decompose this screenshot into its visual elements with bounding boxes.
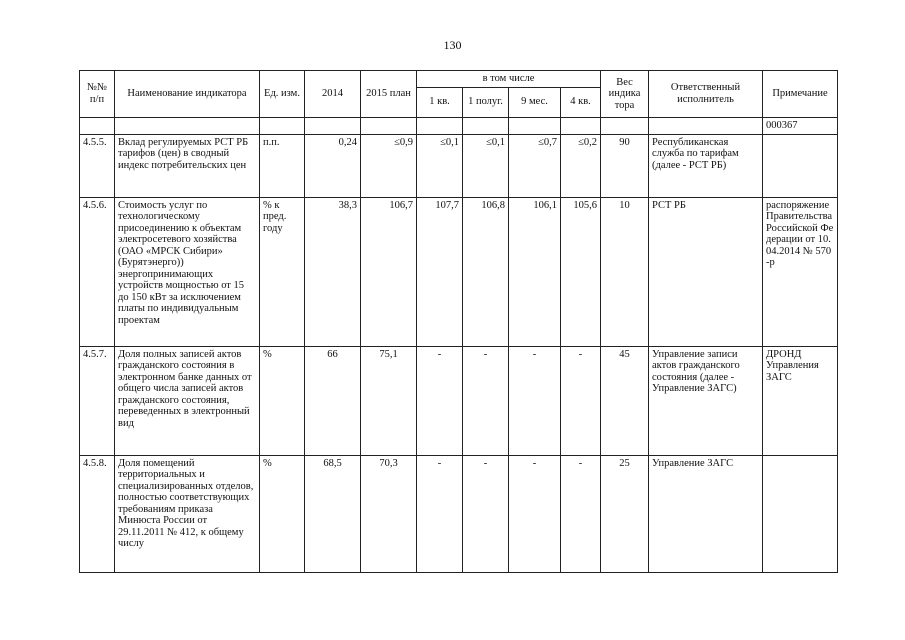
row-q4: - (561, 346, 601, 455)
header-row-top (80, 71, 838, 88)
row-responsible: Управление ЗАГС (649, 455, 763, 572)
row-2014: 66 (305, 346, 361, 455)
row-2015: ≤0,9 (361, 134, 417, 197)
row-h1: ≤0,1 (463, 134, 509, 197)
row-unit: % (260, 346, 305, 455)
row-weight: 45 (601, 346, 649, 455)
code-note: 000367 (763, 117, 838, 134)
row-h1: - (463, 455, 509, 572)
row-2015: 106,7 (361, 197, 417, 346)
row-num: 4.5.5. (80, 134, 115, 197)
header-unit: Ед. изм. (260, 71, 305, 118)
header-note: Примечание (763, 71, 838, 118)
header-weight: Вес индика тора (601, 71, 649, 118)
row-unit: % (260, 455, 305, 572)
table-cell (561, 117, 601, 134)
row-q1: ≤0,1 (417, 134, 463, 197)
table-cell (509, 117, 561, 134)
header-9m: 9 мес. (509, 87, 561, 117)
table-cell (305, 117, 361, 134)
row-name: Доля помещений территориальных и специализированных отделов, полностью соответствующих требованиям приказа Минюста России от 29.11.2011 № 412, к общему числу (115, 455, 260, 572)
header-group: в том числе (417, 71, 601, 88)
row-unit: п.п. (260, 134, 305, 197)
row-2014: 0,24 (305, 134, 361, 197)
header-2014: 2014 (305, 71, 361, 118)
row-responsible: Республиканская служба по тарифам (далее - РСТ РБ) (649, 134, 763, 197)
row-note: распоряжение Правительства Российской Федерации от 10.04.2014 № 570-р (763, 197, 838, 346)
table-cell (463, 117, 509, 134)
row-name: Стоимость услуг по технологическому присоединению к объектам электросетевого хозяйства (ОАО «МРСК Сибири» (Бурятэнерго)) энергопринимающих устройств мощностью от 15 до 150 кВт за исключением платы по индивидуальным проектам (115, 197, 260, 346)
table-row (80, 455, 838, 572)
row-name: Доля полных записей актов гражданского состояния в электронном банке данных от общего числа записей актов гражданского состояния, переведенных в электронный вид (115, 346, 260, 455)
row-q1: - (417, 455, 463, 572)
row-responsible: РСТ РБ (649, 197, 763, 346)
header-2015: 2015 план (361, 71, 417, 118)
row-2015: 75,1 (361, 346, 417, 455)
row-weight: 25 (601, 455, 649, 572)
row-q4: 105,6 (561, 197, 601, 346)
row-num: 4.5.7. (80, 346, 115, 455)
header-num: №№ п/п (80, 71, 115, 118)
code-row (80, 117, 838, 134)
row-2014: 38,3 (305, 197, 361, 346)
row-9m: 106,1 (509, 197, 561, 346)
page-number: 130 (443, 38, 462, 52)
table-cell (361, 117, 417, 134)
row-q4: - (561, 455, 601, 572)
row-h1: - (463, 346, 509, 455)
row-note: ДРОНД Управления ЗАГС (763, 346, 838, 455)
row-2015: 70,3 (361, 455, 417, 572)
row-q4: ≤0,2 (561, 134, 601, 197)
row-q1: 107,7 (417, 197, 463, 346)
header-q4: 4 кв. (561, 87, 601, 117)
row-name: Вклад регулируемых РСТ РБ тарифов (цен) в сводный индекс потребительских цен (115, 134, 260, 197)
table-cell (601, 117, 649, 134)
row-2014: 68,5 (305, 455, 361, 572)
row-unit: % к пред. году (260, 197, 305, 346)
row-9m: ≤0,7 (509, 134, 561, 197)
table-cell (649, 117, 763, 134)
header-name: Наименование индикатора (115, 71, 260, 118)
table-row (80, 197, 838, 346)
indicators-table (79, 70, 838, 573)
row-note (763, 455, 838, 572)
table-row (80, 346, 838, 455)
header-responsible: Ответственный исполнитель (649, 71, 763, 118)
header-q1: 1 кв. (417, 87, 463, 117)
header-h1: 1 полуг. (463, 87, 509, 117)
table-row (80, 134, 838, 197)
row-num: 4.5.8. (80, 455, 115, 572)
row-num: 4.5.6. (80, 197, 115, 346)
row-9m: - (509, 346, 561, 455)
row-weight: 90 (601, 134, 649, 197)
table-cell (417, 117, 463, 134)
table-cell (115, 117, 260, 134)
row-q1: - (417, 346, 463, 455)
row-9m: - (509, 455, 561, 572)
row-h1: 106,8 (463, 197, 509, 346)
row-note (763, 134, 838, 197)
table-cell (260, 117, 305, 134)
table-cell (80, 117, 115, 134)
row-weight: 10 (601, 197, 649, 346)
row-responsible: Управление записи актов гражданского состояния (далее - Управление ЗАГС) (649, 346, 763, 455)
